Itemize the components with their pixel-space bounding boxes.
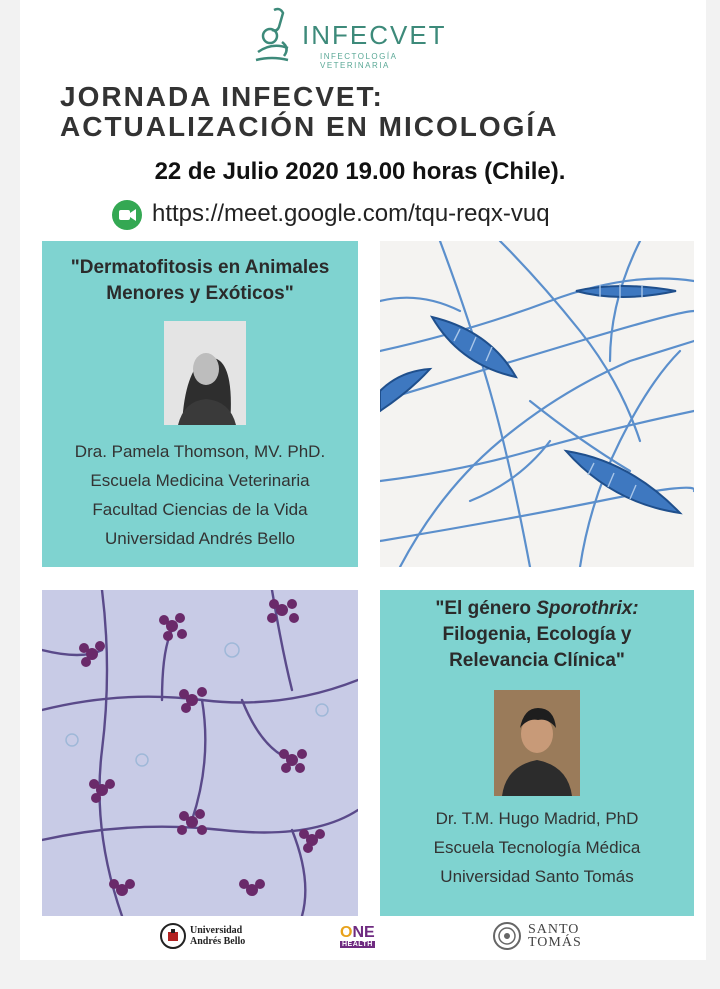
google-meet-icon <box>112 200 142 230</box>
logo-name: INFECVET <box>302 20 447 50</box>
one-health-mark <box>340 925 375 948</box>
talk2-title-pre: "El género <box>435 598 537 619</box>
talk2-affil2: Universidad Santo Tomás <box>440 867 634 886</box>
santo-tomas-name <box>528 923 582 949</box>
talk1-affil3: Universidad Andrés Bello <box>105 529 295 548</box>
event-title-line2: ACTUALIZACIÓN EN MICOLOGÍA <box>60 111 559 142</box>
talk2-info <box>380 804 694 891</box>
event-title-line1: JORNADA INFECVET: <box>60 81 384 112</box>
speaker2-photo <box>494 690 580 796</box>
talk2-affil1: Escuela Tecnología Médica <box>433 838 641 857</box>
speaker1-photo <box>164 321 246 425</box>
event-date: 22 de Julio 2020 19.00 horas (Chile). <box>154 158 566 185</box>
one-health-o: O <box>340 923 353 941</box>
one-health-word <box>340 925 375 941</box>
uab-logo <box>160 918 245 954</box>
uab-line1: Universidad <box>190 925 243 936</box>
talk1-panel <box>42 241 358 567</box>
talk2-title-line3: Relevancia Clínica" <box>449 650 625 671</box>
talk1-title <box>42 255 358 307</box>
uab-name <box>190 925 245 947</box>
talk2-panel <box>380 590 694 916</box>
talk2-title <box>380 596 694 674</box>
talk1-speaker: Dra. Pamela Thomson, MV. PhD. <box>74 442 326 461</box>
santo-tomas-line1: SANTO <box>528 922 580 937</box>
uab-emblem-icon <box>160 923 186 949</box>
sporothrix-image <box>42 590 358 916</box>
talk2-title-line2: Filogenia, Ecología y <box>442 624 632 645</box>
santo-tomas-seal-icon <box>492 921 522 951</box>
one-health-sub: HEALTH <box>342 940 373 948</box>
talk1-affil1: Escuela Medicina Veterinaria <box>90 471 310 490</box>
talk2-title-italic: Sporothrix: <box>536 598 639 619</box>
santo-tomas-line2: TOMÁS <box>528 935 582 950</box>
one-health-ne: NE <box>352 923 375 941</box>
one-health-logo <box>340 918 375 954</box>
santo-tomas-logo <box>492 918 582 954</box>
talk2-title-line1 <box>380 596 694 622</box>
event-title <box>60 82 558 142</box>
logo-subtitle: INFECTOLOGÍA VETERINARIA <box>320 52 397 70</box>
talk1-title-line2: Menores y Exóticos" <box>106 283 294 304</box>
speaker2-portrait <box>494 690 580 796</box>
talk1-title-line1: "Dermatofitosis en Animales <box>70 257 330 278</box>
uab-line2: Andrés Bello <box>190 936 246 947</box>
microscope-icon <box>252 6 296 66</box>
macroconidia-image <box>380 241 694 567</box>
talk1-affil2: Facultad Ciencias de la Vida <box>92 500 308 519</box>
infecvet-logo <box>232 6 468 70</box>
talk2-speaker: Dr. T.M. Hugo Madrid, PhD <box>435 809 639 828</box>
speaker1-portrait <box>164 321 246 425</box>
talk1-info <box>42 437 358 553</box>
meet-link[interactable]: https://meet.google.com/tqu-reqx-vuq <box>152 200 550 227</box>
